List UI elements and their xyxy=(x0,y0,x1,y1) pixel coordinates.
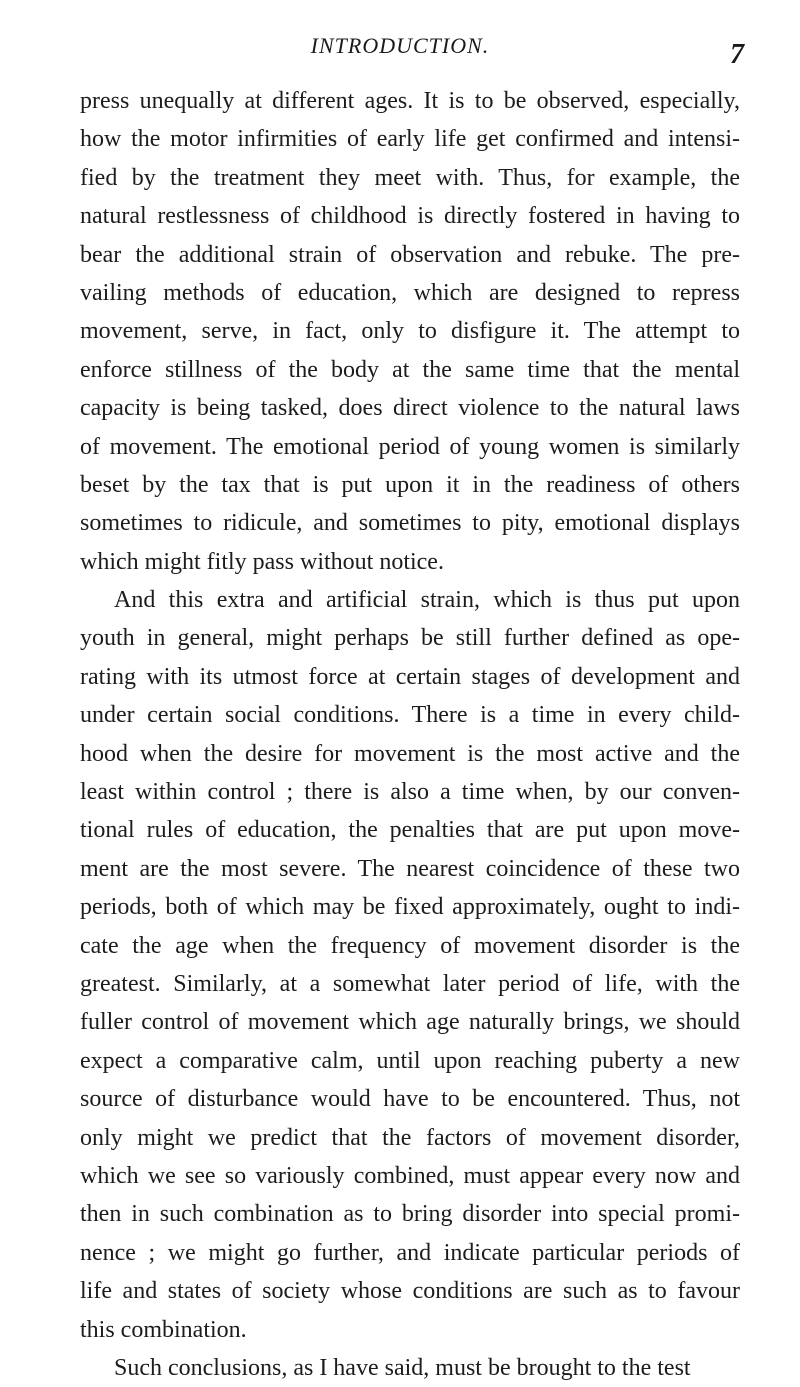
text-line: of movement. The emotional period of young women is similarly xyxy=(80,433,740,460)
text-line: vailing methods of education, which are designed to repress xyxy=(80,279,740,306)
text-line: rating with its utmost force at certain stages of development and xyxy=(80,663,740,690)
text-line: enforce stillness of the body at the same time that the mental xyxy=(80,356,740,383)
text-line: expect a comparative calm, until upon reaching puberty a new xyxy=(80,1047,740,1074)
text-line: ment are the most severe. The nearest coincidence of these two xyxy=(80,855,740,882)
page-number: 7 xyxy=(730,39,744,70)
text-line: then in such combination as to bring disorder into special promi- xyxy=(80,1201,740,1228)
text-line: greatest. Similarly, at a somewhat later period of life, with the xyxy=(80,970,740,997)
paragraph-start-line: Such conclusions, as I have said, must be brought to the test xyxy=(114,1354,691,1381)
text-line: movement, serve, in fact, only to disfigure it. The attempt to xyxy=(80,318,740,345)
text-line: youth in general, might perhaps be still further defined as ope- xyxy=(80,625,740,652)
text-line: press unequally at different ages. It is to be observed, especially, xyxy=(80,88,740,114)
text-line: cate the age when the frequency of movement disorder is the xyxy=(80,932,740,959)
text-line: under certain social conditions. There is a time in every child- xyxy=(80,702,740,729)
text-line: least within control ; there is also a time when, by our conven- xyxy=(80,779,740,806)
text-line: life and states of society whose conditions are such as to favour xyxy=(80,1278,740,1305)
text-line: sometimes to ridicule, and sometimes to pity, emotional displays xyxy=(80,510,740,537)
text-line: source of disturbance would have to be encountered. Thus, not xyxy=(80,1086,740,1113)
text-line: which we see so variously combined, must appear every now and xyxy=(80,1162,740,1189)
text-line: nence ; we might go further, and indicate particular periods of xyxy=(80,1239,740,1266)
text-line: periods, both of which may be fixed approximately, ought to indi- xyxy=(80,894,740,921)
running-head xyxy=(0,5,800,70)
text-line: how the motor infirmities of early life get confirmed and intensi- xyxy=(80,126,740,153)
text-line: only might we predict that the factors of movement disorder, xyxy=(80,1124,740,1151)
body-text xyxy=(80,82,740,1387)
text-line: hood when the desire for movement is the most active and the xyxy=(80,740,740,767)
text-line: capacity is being tasked, does direct violence to the natural laws xyxy=(80,395,740,422)
text-line: natural restlessness of childhood is directly fostered in having to xyxy=(80,203,740,230)
text-line: fied by the treatment they meet with. Thus, for example, the xyxy=(80,164,740,191)
running-title: INTRODUCTION. xyxy=(310,33,490,58)
paragraph-end-line: this combination. xyxy=(80,1316,247,1343)
text-line: fuller control of movement which age naturally brings, we should xyxy=(80,1009,740,1036)
text-line: bear the additional strain of observation and rebuke. The pre- xyxy=(80,241,740,268)
paragraph-end-line: which might fitly pass without notice. xyxy=(80,548,444,575)
text-line: tional rules of education, the penalties that are put upon move- xyxy=(80,817,740,844)
text-line: beset by the tax that is put upon it in the readiness of others xyxy=(80,471,740,498)
paragraph-start-line: And this extra and artificial strain, which is thus put upon xyxy=(114,587,740,614)
